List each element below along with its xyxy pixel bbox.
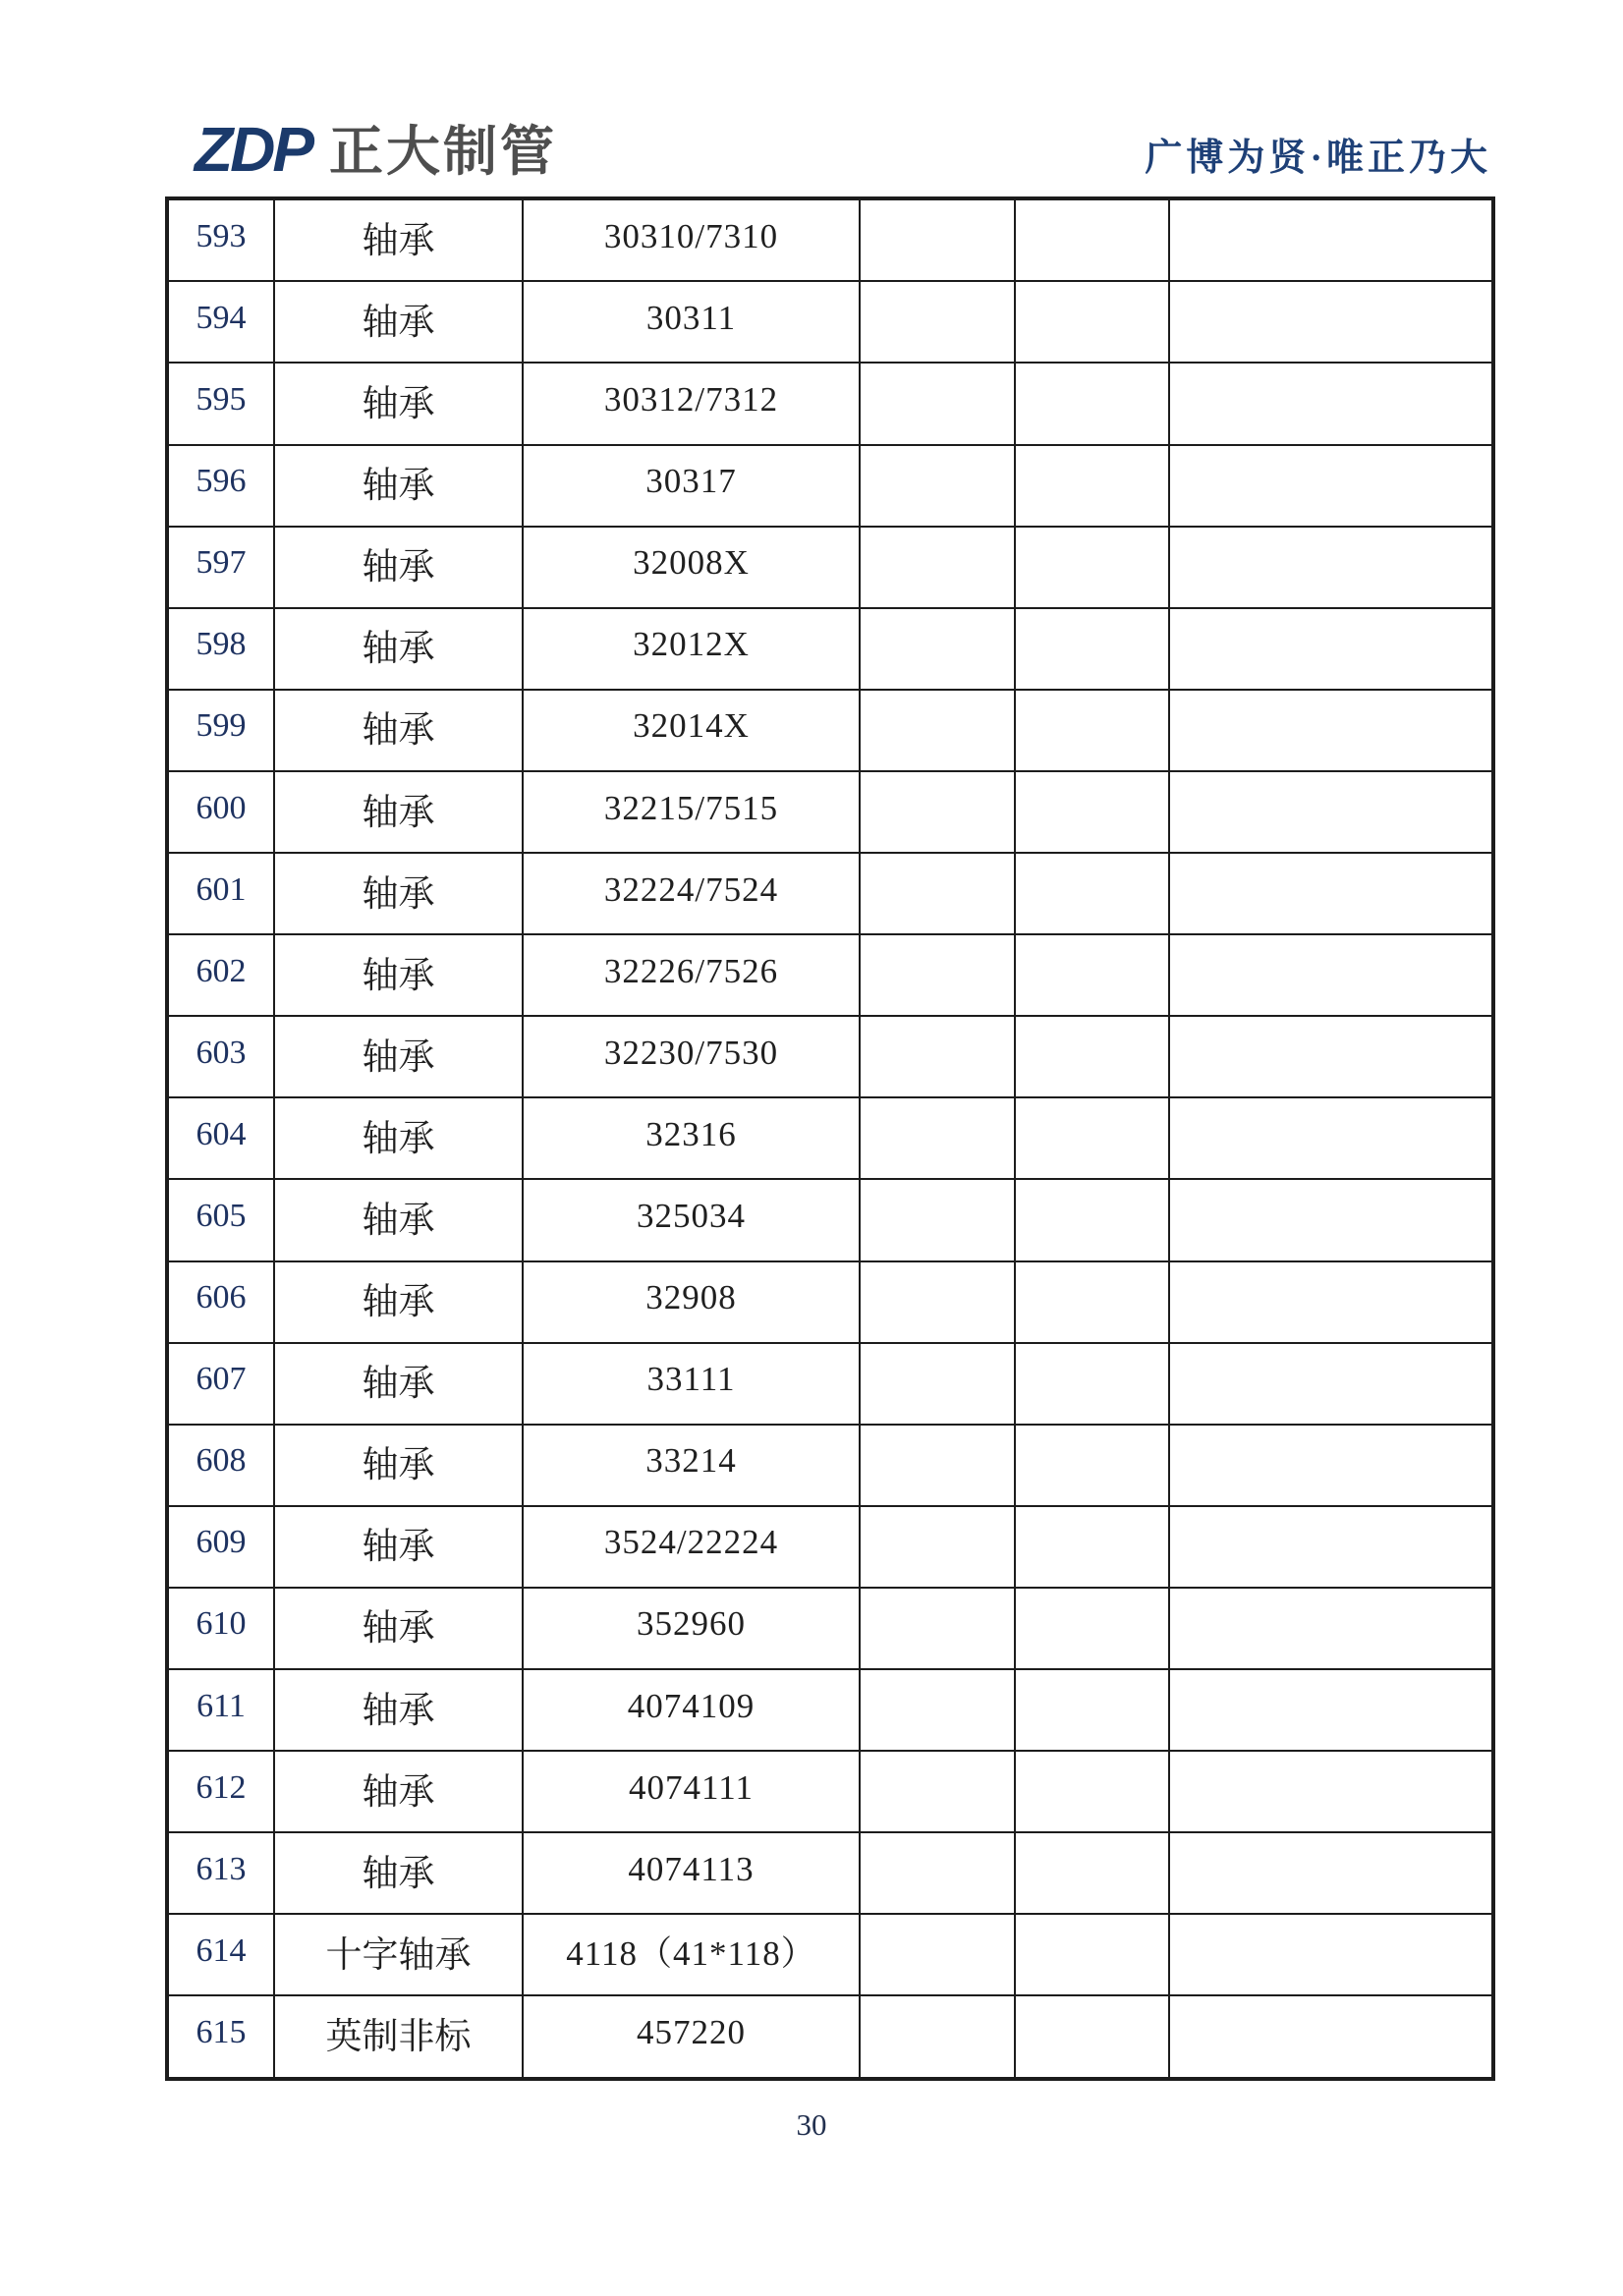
row-number-cell: 604: [167, 1097, 274, 1179]
empty-cell: [1169, 527, 1493, 608]
empty-cell: [1169, 608, 1493, 690]
part-name-cell: 轴承: [274, 363, 523, 444]
row-number-cell: 610: [167, 1588, 274, 1669]
part-model-cell: 32012X: [523, 608, 860, 690]
table-row: [167, 1261, 1493, 1343]
part-model-cell: 32008X: [523, 527, 860, 608]
part-name-cell: 英制非标: [274, 1995, 523, 2079]
zdp-logo-text: ZDP: [195, 114, 311, 185]
table-row: [167, 934, 1493, 1016]
part-name-cell: 轴承: [274, 1832, 523, 1914]
part-name-cell: 轴承: [274, 1751, 523, 1832]
part-name-cell: 轴承: [274, 1179, 523, 1260]
table-row: [167, 1914, 1493, 1995]
row-number-cell: 611: [167, 1669, 274, 1751]
empty-cell: [1015, 1343, 1169, 1425]
company-slogan: 广博为贤·唯正乃大: [1145, 138, 1491, 179]
empty-cell: [860, 527, 1015, 608]
part-model-cell: 4074109: [523, 1669, 860, 1751]
part-name-cell: 轴承: [274, 934, 523, 1016]
row-number-cell: 614: [167, 1914, 274, 1995]
empty-cell: [1015, 1179, 1169, 1260]
empty-cell: [860, 1832, 1015, 1914]
row-number-cell: 597: [167, 527, 274, 608]
empty-cell: [1169, 1261, 1493, 1343]
empty-cell: [1169, 281, 1493, 363]
empty-cell: [860, 608, 1015, 690]
page-number: 30: [796, 2107, 827, 2142]
row-number-cell: 596: [167, 445, 274, 527]
empty-cell: [1015, 1914, 1169, 1995]
row-number-cell: 605: [167, 1179, 274, 1260]
empty-cell: [860, 1995, 1015, 2079]
part-model-cell: 32224/7524: [523, 853, 860, 934]
row-number-cell: 608: [167, 1425, 274, 1506]
empty-cell: [1169, 1425, 1493, 1506]
empty-cell: [1015, 1506, 1169, 1588]
empty-cell: [860, 363, 1015, 444]
empty-cell: [1015, 1832, 1169, 1914]
empty-cell: [1015, 527, 1169, 608]
part-name-cell: 轴承: [274, 1506, 523, 1588]
empty-cell: [860, 198, 1015, 281]
part-model-cell: 32908: [523, 1261, 860, 1343]
row-number-cell: 609: [167, 1506, 274, 1588]
table-row: [167, 1097, 1493, 1179]
empty-cell: [1169, 363, 1493, 444]
row-number-cell: 593: [167, 198, 274, 281]
empty-cell: [1015, 608, 1169, 690]
company-logo: [195, 114, 558, 185]
empty-cell: [1015, 198, 1169, 281]
empty-cell: [860, 1914, 1015, 1995]
empty-cell: [860, 771, 1015, 853]
empty-cell: [1015, 771, 1169, 853]
part-model-cell: 4118（41*118）: [523, 1914, 860, 1995]
empty-cell: [1169, 853, 1493, 934]
part-model-cell: 30317: [523, 445, 860, 527]
empty-cell: [860, 1261, 1015, 1343]
part-model-cell: 30312/7312: [523, 363, 860, 444]
empty-cell: [1169, 1751, 1493, 1832]
empty-cell: [860, 934, 1015, 1016]
row-number-cell: 600: [167, 771, 274, 853]
empty-cell: [860, 853, 1015, 934]
empty-cell: [860, 690, 1015, 771]
row-number-cell: 598: [167, 608, 274, 690]
empty-cell: [860, 1506, 1015, 1588]
empty-cell: [1015, 1016, 1169, 1097]
table-row: [167, 1343, 1493, 1425]
part-model-cell: 32316: [523, 1097, 860, 1179]
empty-cell: [1169, 934, 1493, 1016]
table-row: [167, 527, 1493, 608]
table-row: [167, 1506, 1493, 1588]
part-name-cell: 轴承: [274, 527, 523, 608]
row-number-cell: 594: [167, 281, 274, 363]
part-name-cell: 轴承: [274, 1343, 523, 1425]
empty-cell: [1169, 1669, 1493, 1751]
empty-cell: [1015, 281, 1169, 363]
table-row: [167, 690, 1493, 771]
part-model-cell: 3524/22224: [523, 1506, 860, 1588]
table-row: [167, 1751, 1493, 1832]
part-model-cell: 33214: [523, 1425, 860, 1506]
empty-cell: [860, 1343, 1015, 1425]
part-name-cell: 轴承: [274, 1425, 523, 1506]
empty-cell: [1015, 1261, 1169, 1343]
part-name-cell: 轴承: [274, 1097, 523, 1179]
empty-cell: [1015, 690, 1169, 771]
table-row: [167, 1425, 1493, 1506]
empty-cell: [1169, 1016, 1493, 1097]
part-model-cell: 32230/7530: [523, 1016, 860, 1097]
company-name-text: 正大制管: [329, 121, 558, 182]
empty-cell: [1169, 1995, 1493, 2079]
part-name-cell: 轴承: [274, 198, 523, 281]
part-name-cell: 轴承: [274, 445, 523, 527]
row-number-cell: 602: [167, 934, 274, 1016]
part-model-cell: 4074111: [523, 1751, 860, 1832]
empty-cell: [1169, 771, 1493, 853]
row-number-cell: 612: [167, 1751, 274, 1832]
row-number-cell: 599: [167, 690, 274, 771]
part-model-cell: 33111: [523, 1343, 860, 1425]
part-name-cell: 轴承: [274, 281, 523, 363]
part-name-cell: 轴承: [274, 608, 523, 690]
table-row: [167, 363, 1493, 444]
table-row: [167, 1016, 1493, 1097]
empty-cell: [1169, 445, 1493, 527]
empty-cell: [860, 1016, 1015, 1097]
empty-cell: [1169, 1179, 1493, 1260]
empty-cell: [860, 445, 1015, 527]
empty-cell: [1015, 934, 1169, 1016]
table-row: [167, 1588, 1493, 1669]
table-row: [167, 771, 1493, 853]
part-model-cell: 325034: [523, 1179, 860, 1260]
empty-cell: [860, 1588, 1015, 1669]
part-name-cell: 轴承: [274, 1669, 523, 1751]
part-name-cell: 轴承: [274, 690, 523, 771]
part-name-cell: 轴承: [274, 1588, 523, 1669]
empty-cell: [1015, 1669, 1169, 1751]
empty-cell: [860, 1097, 1015, 1179]
part-name-cell: 轴承: [274, 1016, 523, 1097]
empty-cell: [1015, 1425, 1169, 1506]
empty-cell: [1015, 1588, 1169, 1669]
row-number-cell: 615: [167, 1995, 274, 2079]
empty-cell: [1169, 1506, 1493, 1588]
empty-cell: [1169, 1097, 1493, 1179]
table-row: [167, 1995, 1493, 2079]
table-row: [167, 853, 1493, 934]
table-row: [167, 1832, 1493, 1914]
part-model-cell: 4074113: [523, 1832, 860, 1914]
part-model-cell: 352960: [523, 1588, 860, 1669]
table-row: [167, 445, 1493, 527]
table-row: [167, 1179, 1493, 1260]
row-number-cell: 607: [167, 1343, 274, 1425]
table-row: [167, 1669, 1493, 1751]
empty-cell: [1015, 1995, 1169, 2079]
empty-cell: [1169, 1832, 1493, 1914]
empty-cell: [1015, 1097, 1169, 1179]
row-number-cell: 601: [167, 853, 274, 934]
empty-cell: [1015, 853, 1169, 934]
empty-cell: [1169, 690, 1493, 771]
empty-cell: [1015, 1751, 1169, 1832]
table-row: [167, 198, 1493, 281]
part-model-cell: 32215/7515: [523, 771, 860, 853]
part-name-cell: 十字轴承: [274, 1914, 523, 1995]
empty-cell: [1169, 1588, 1493, 1669]
empty-cell: [1015, 445, 1169, 527]
part-model-cell: 30310/7310: [523, 198, 860, 281]
part-name-cell: 轴承: [274, 853, 523, 934]
row-number-cell: 613: [167, 1832, 274, 1914]
empty-cell: [860, 281, 1015, 363]
empty-cell: [1169, 198, 1493, 281]
row-number-cell: 606: [167, 1261, 274, 1343]
part-model-cell: 30311: [523, 281, 860, 363]
part-name-cell: 轴承: [274, 771, 523, 853]
empty-cell: [860, 1179, 1015, 1260]
empty-cell: [1169, 1914, 1493, 1995]
empty-cell: [860, 1669, 1015, 1751]
part-model-cell: 32226/7526: [523, 934, 860, 1016]
parts-table: [165, 196, 1495, 2081]
empty-cell: [860, 1751, 1015, 1832]
part-name-cell: 轴承: [274, 1261, 523, 1343]
empty-cell: [1015, 363, 1169, 444]
table-row: [167, 281, 1493, 363]
table-row: [167, 608, 1493, 690]
part-model-cell: 32014X: [523, 690, 860, 771]
part-model-cell: 457220: [523, 1995, 860, 2079]
parts-table-wrapper: [165, 196, 1495, 2081]
empty-cell: [860, 1425, 1015, 1506]
empty-cell: [1169, 1343, 1493, 1425]
row-number-cell: 603: [167, 1016, 274, 1097]
row-number-cell: 595: [167, 363, 274, 444]
